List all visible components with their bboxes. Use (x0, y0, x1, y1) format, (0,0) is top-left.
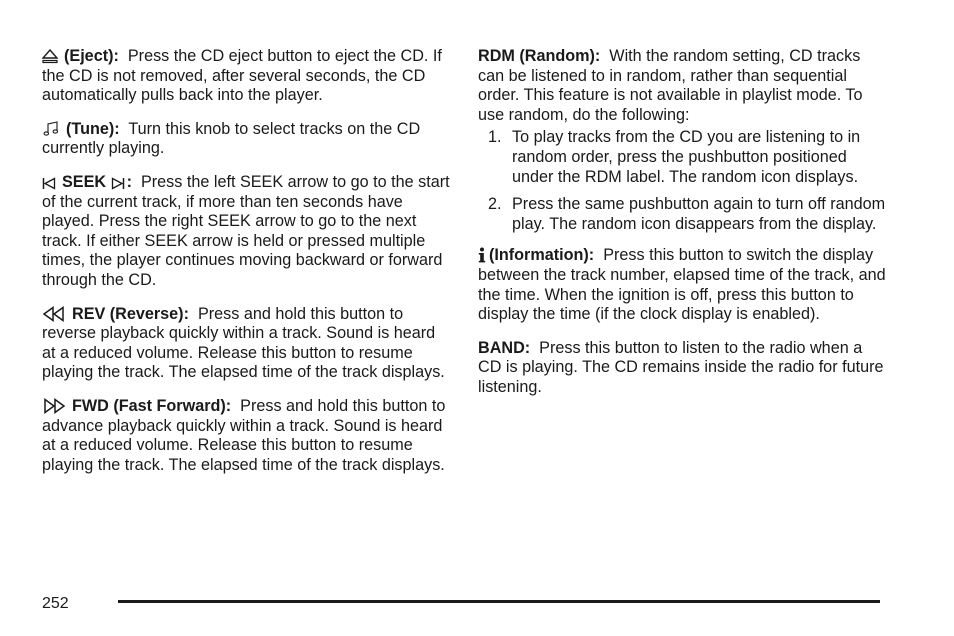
info-icon (478, 247, 486, 263)
info-term: (Information): (489, 246, 595, 265)
seek-colon: : (126, 172, 132, 191)
step-text: To play tracks from the CD you are listening to in random order, press the pushbutton positioned under the RDM label. The random icon displays. (512, 128, 861, 186)
rdm-paragraph (478, 47, 888, 125)
seek-text: Press the left SEEK arrow to go to the start of the current track, if more than ten seconds have played. Press the right SEEK arrow to go to the next track. If either SEEK arrow is held or pressed multiple times, the player continues moving backward or forward through the CD. (42, 172, 450, 289)
info-text: Press this button to switch the display between the track number, elapsed time of the track, and the time. When the ignition is off, press this button to display the time (if the clock display is enabled). (478, 246, 886, 324)
band-text: Press this button to listen to the radio when a CD is playing. The CD remains inside the radio for future listening. (478, 338, 884, 396)
eject-paragraph (42, 47, 452, 106)
seek-term: SEEK (62, 172, 107, 191)
seek-paragraph (42, 173, 452, 291)
list-item (478, 128, 888, 187)
music-note-icon (42, 121, 60, 137)
fwd-term: FWD (Fast Forward): (72, 396, 232, 415)
band-term: BAND: (478, 338, 531, 357)
rdm-steps-list (478, 128, 888, 234)
tune-text: Turn this knob to select tracks on the CD currently playing. (42, 119, 421, 158)
list-item (478, 195, 888, 234)
eject-term: (Eject): (64, 47, 119, 65)
step-text: Press the same pushbutton again to turn off random play. The random icon disappears from the display. (512, 195, 886, 233)
tune-term: (Tune): (66, 119, 120, 138)
seek-forward-icon (111, 177, 125, 190)
step-number: 2. (488, 195, 502, 214)
rewind-icon (42, 306, 66, 322)
eject-icon (42, 49, 58, 64)
band-paragraph (478, 339, 888, 398)
seek-back-icon (42, 177, 56, 190)
rev-term: REV (Reverse): (72, 304, 189, 323)
fwd-text: Press and hold this button to advance playback quickly within a track. Sound is heard at a reduced volume. Release this button to resume playing the track. The elapsed time of the track displays. (42, 396, 446, 474)
rdm-term: RDM (Random): (478, 47, 601, 65)
fast-forward-icon (42, 398, 66, 414)
footer-rule (118, 600, 880, 603)
rev-paragraph (42, 305, 452, 383)
fwd-paragraph (42, 397, 452, 475)
tune-paragraph (42, 120, 452, 159)
eject-text: Press the CD eject button to eject the CD. If the CD is not removed, after several seconds, the CD automatically pulls back into the player. (42, 47, 442, 105)
step-number: 1. (488, 128, 502, 147)
left-column (42, 47, 452, 489)
page-number: 252 (42, 595, 69, 612)
rev-text: Press and hold this button to reverse playback quickly within a track. Sound is heard at a reduced volume. Release this button to resume playing the track. The elapsed time of the track displays. (42, 304, 445, 382)
right-column (478, 47, 888, 412)
info-paragraph (478, 246, 888, 324)
rdm-text: With the random setting, CD tracks can be listened to in random, rather than sequential order. This feature is not available in playlist mode. To use random, do the following: (478, 47, 863, 124)
